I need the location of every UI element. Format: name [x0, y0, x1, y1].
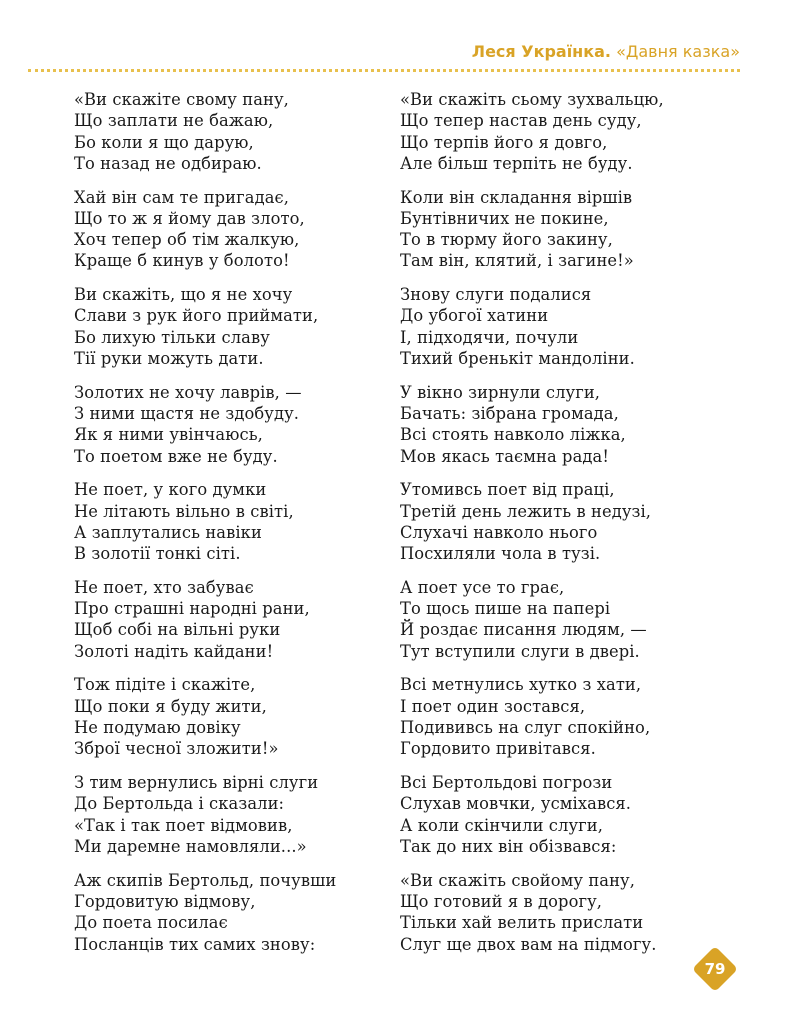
poem-line: Гордовито привітався. [400, 739, 596, 759]
poem-line: Але більш терпіть не буду. [400, 153, 633, 173]
poem-line: У вікно зирнули слуги, [400, 382, 601, 402]
poem-line: Не поет, хто забуває [74, 577, 254, 597]
poem-column-right [400, 89, 710, 955]
poem-line: До убогої хатини [400, 306, 549, 326]
poem-line: Щоб собі на вільні руки [74, 620, 281, 640]
poem-line: Тут вступили слуги в двері. [400, 641, 640, 661]
stanza [400, 772, 710, 857]
running-header [472, 42, 740, 61]
poem-line: «Ви скажіть свойому пану, [400, 870, 636, 890]
poem-line: І поет один зостався, [400, 696, 586, 716]
poem-line: Що то ж я йому дав злото, [74, 208, 305, 228]
poem-line: Золоті надіть кайдани! [74, 641, 274, 661]
poem-line: То назад не одбираю. [74, 153, 262, 173]
stanza [400, 870, 710, 955]
poem-line: Там він, клятий, і загине!» [400, 251, 634, 271]
poem-line: Й роздає писання людям, — [400, 620, 647, 640]
poem-line: Посхиляли чола в тузі. [400, 544, 601, 564]
stanza [74, 382, 384, 467]
poem-line: То щось пише на папері [400, 599, 611, 619]
poem-line: Що поки я буду жити, [74, 696, 267, 716]
poem-line: То поетом вже не буду. [74, 446, 278, 466]
poem-line: Тож підіте і скажіте, [74, 675, 256, 695]
poem-line: А заплутались навіки [74, 522, 262, 542]
poem-line: «Так і так поет відмовив, [74, 815, 293, 835]
poem-line: Всі Бертольдові погрози [400, 773, 613, 793]
poem-line: Тільки хай велить прислати [400, 913, 644, 933]
poem-line: Ви скажіть, що я не хочу [74, 285, 293, 305]
poem-line: В золотії тонкі сіті. [74, 544, 241, 564]
poem-column-left [74, 89, 384, 955]
poem-line: Що заплати не бажаю, [74, 111, 274, 131]
poem-line: А поет усе то грає, [400, 577, 565, 597]
stanza [400, 89, 710, 174]
poem-line: Бачать: зібрана громада, [400, 404, 619, 424]
poem-line: Коли він складання віршів [400, 187, 633, 207]
poem-line: До поета посилає [74, 913, 228, 933]
stanza [400, 187, 710, 272]
poem-line: Тихий бренькіт мандоліни. [400, 349, 635, 369]
poem-line: Бунтівничих не покине, [400, 208, 609, 228]
poem-line: Що тепер настав день суду, [400, 111, 642, 131]
poem-line: Хай він сам те пригадає, [74, 187, 289, 207]
poem-line: З ними щастя не здобуду. [74, 404, 300, 424]
poem-line: Бо лихую тільки славу [74, 327, 270, 347]
poem-line: Мов якась таємна рада! [400, 446, 609, 466]
poem-line: «Ви скажіте свому пану, [74, 90, 289, 109]
poem-line: Про страшні народні рани, [74, 599, 310, 619]
stanza [400, 284, 710, 369]
poem-line: Зброї чесної зложити!» [74, 739, 279, 759]
page-number: 79 [704, 960, 726, 978]
stanza [74, 89, 384, 174]
stanza [400, 674, 710, 759]
header-author: Леся Українка. [471, 42, 611, 61]
poem-line: Не літають вільно в світі, [74, 501, 294, 521]
stanza [400, 577, 710, 662]
poem-line: Третій день лежить в недузі, [400, 501, 652, 521]
poem-line: Всі стоять навколо ліжка, [400, 425, 626, 445]
header-dotted-rule [28, 69, 740, 72]
poem-line: Слави з рук його приймати, [74, 306, 319, 326]
poem-line: А коли скінчили слуги, [400, 815, 603, 835]
poem-line: Так до них він обізвався: [400, 836, 617, 856]
poem-line: Подививсь на слуг спокійно, [400, 718, 651, 738]
poem-line: Бо коли я що дарую, [74, 132, 254, 152]
poem-line: Як я ними увінчаюсь, [74, 425, 263, 445]
poem-line: Ми даремне намовляли...» [74, 836, 307, 856]
poem-line: Слухачі навколо нього [400, 522, 598, 542]
poem-line: Не подумаю довіку [74, 718, 241, 738]
stanza [74, 187, 384, 272]
poem-line: «Ви скажіть сьому зухвальцю, [400, 90, 664, 109]
poem-line: То в тюрму його закину, [400, 230, 613, 250]
stanza [400, 382, 710, 467]
poem-line: До Бертольда і сказали: [74, 794, 285, 814]
poem-line: Не поет, у кого думки [74, 480, 267, 500]
stanza [74, 284, 384, 369]
poem-line: Утомивсь поет від праці, [400, 480, 615, 500]
stanza [74, 577, 384, 662]
stanza [74, 870, 384, 955]
page-number-badge [693, 947, 737, 991]
poem-line: Що терпів його я довго, [400, 132, 608, 152]
stanza [74, 772, 384, 857]
header-title: «Давня казка» [616, 42, 740, 61]
stanza [74, 674, 384, 759]
poem-line: Що готовий я в дорогу, [400, 891, 603, 911]
poem-line: Хоч тепер об тім жалкую, [74, 230, 300, 250]
poem-line: Гордовитую відмову, [74, 891, 256, 911]
stanza [74, 479, 384, 564]
poem-line: Слухав мовчки, усміхався. [400, 794, 632, 814]
stanza [400, 479, 710, 564]
poem-line: Золотих не хочу лаврів, — [74, 382, 302, 402]
poem-line: Всі метнулись хутко з хати, [400, 675, 642, 695]
poem-line: Знову слуги подалися [400, 285, 592, 305]
poem-line: Слуг ще двох вам на підмогу. [400, 934, 657, 954]
poem-line: І, підходячи, почули [400, 327, 579, 347]
poem-line: З тим вернулись вірні слуги [74, 773, 319, 793]
poem-line: Посланців тих самих знову: [74, 934, 316, 954]
poem-line: Тії руки можуть дати. [74, 349, 264, 369]
poem-line: Аж скипів Бертольд, почувши [74, 870, 337, 890]
poem-line: Краще б кинув у болото! [74, 251, 290, 271]
